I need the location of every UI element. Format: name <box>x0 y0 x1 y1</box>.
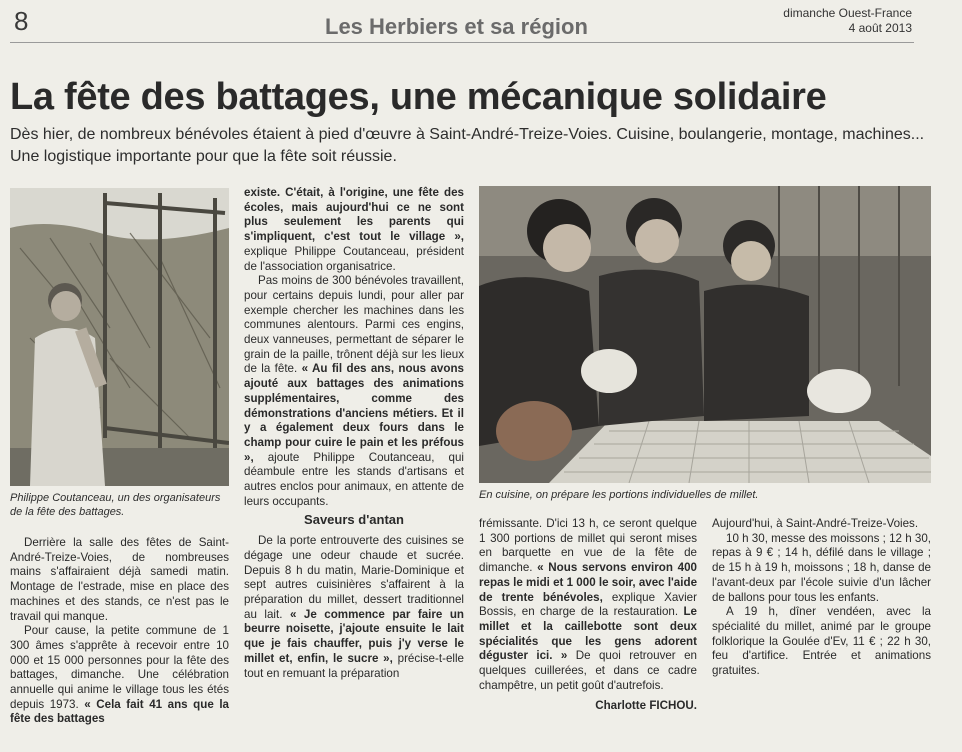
paragraph: frémissante. D'ici 13 h, ce seront quelque 1 300 portions de millet qui seront mises en barquette en vue de la fête de dimanche. « Nous servons environ 400 repas le midi et 1 000 le soir, avec l'aide de trente bénévoles, explique Xavier Bossis, en charge de la restauration. Le millet et la caillebotte sont deux spécialités que les gens adorent déguster ici. » De quoi retrouver en quelques cuillerées, et dans ce cadre champêtre, un petit goût d'autrefois. <box>479 517 698 692</box>
paragraph: De la porte entrouverte des cuisines se dégage une odeur chaude et sucrée. Depuis 8 h du matin, Marie-Dominique et sept autres cuisinières s'affairent à la préparation du millet, dessert traditionnel au lait. « Je commence par faire un beurre noisette, j'ajoute ensuite le lait que je fais chauffer, puis j'y verse le millet et, enfin, le sucre », précise-t-elle tout en remuant la préparation <box>244 534 464 680</box>
article-lead: Dès hier, de nombreux bénévoles étaient à pied d'œuvre à Saint-André-Treize-Voies. Cuisine, boulangerie, montage, machines... Une logistique importante pour que la fête soit réussie. <box>10 126 925 165</box>
header-rule <box>10 42 914 43</box>
photo-kitchen <box>479 186 931 483</box>
paragraph: 10 h 30, messe des moissons ; 12 h 30, repas à 9 € ; 14 h, défilé dans le village ; de 15 h à 19 h, moissons ; 18 h, danse de l'avant-deux par l'école suivie d'un lâcher de ballons pour tous les enfants. <box>712 531 931 604</box>
photo-kitchen-caption: En cuisine, on prépare les portions individuelles de millet. <box>479 489 759 501</box>
paragraph: Aujourd'hui, à Saint-André-Treize-Voies. <box>712 517 919 530</box>
article-column-3 <box>479 517 697 714</box>
paragraph: Pour cause, la petite commune de 1 300 âmes s'apprête à recevoir entre 10 000 et 15 000 personnes pour la fête des battages, dimanche. Une célébration annuelle qui anime le village tous les étés depuis 1973. « Cela fait 41 ans que la fête des battages <box>10 624 229 726</box>
page-number: 8 <box>14 6 29 36</box>
paragraph: Pas moins de 300 bénévoles travaillent, pour certains depuis lundi, pour aller par exemple chercher les machines dans les communes alentours. Parmi ces engins, deux vanneuses, permettant de séparer le grain de la paille, trônent déjà sur les lieux de la fête. « Au fil des ans, nous avons ajouté aux battages des animations supplémentaires, comme des démonstrations d'anciens métiers. Et il y a également deux fours dans le champ pour cuire le pain et les préfous », ajoute Philippe Coutanceau, qui déambule entre les stands d'artisans et autres enclos pour animaux, en attente de leurs occupants. <box>244 274 464 508</box>
paragraph: Derrière la salle des fêtes de Saint-André-Treize-Voies, de nombreuses mains s'affairaient déjà samedi matin. Montage de l'estrade, mise en place des machines et des stands, ce n'est pas le travail qui manque. <box>10 536 229 623</box>
article-column-2 <box>244 186 464 681</box>
subheading: Saveurs d'antan <box>304 512 404 528</box>
publication-date: 4 août 2013 <box>848 21 912 35</box>
section-title: Les Herbiers et sa région <box>325 14 588 39</box>
author-signature: Charlotte FICHOU. <box>595 699 697 713</box>
paragraph: A 19 h, dîner vendéen, avec la spécialité du millet, animé par le groupe folklorique la Goulée d'Ev, 11 € ; 22 h 30, feu d'artifice. Entrée et animations gratuites. <box>712 605 931 678</box>
article-headline: La fête des battages, une mécanique solidaire <box>10 76 827 118</box>
article-column-1 <box>10 536 229 727</box>
photo-organizer-caption: Philippe Coutanceau, un des organisateurs de la fête des battages. <box>10 492 221 518</box>
article-column-4 <box>712 517 931 679</box>
paragraph: existe. C'était, à l'origine, une fête des écoles, mais aujourd'hui ce ne sont plus seulement les parents qui s'impliquent, c'est tout le village », explique Philippe Coutanceau, président de l'association organisatrice. <box>244 186 464 273</box>
photo-organizer <box>10 188 229 486</box>
newspaper-name: dimanche Ouest-France <box>783 6 912 20</box>
